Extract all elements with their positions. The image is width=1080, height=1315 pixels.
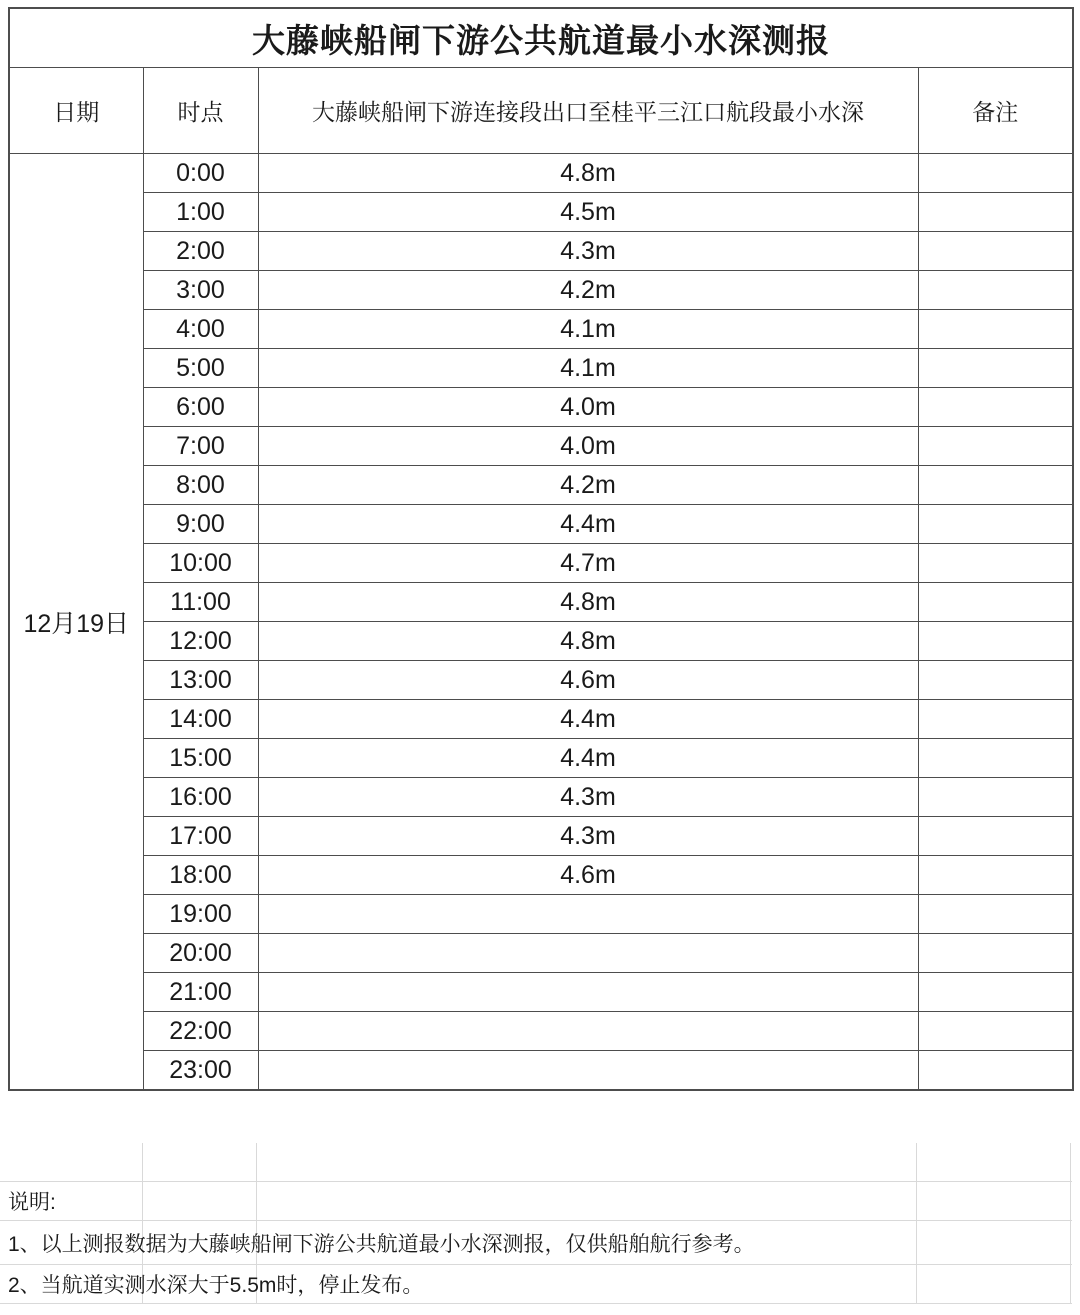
table-row: [9, 1051, 1073, 1091]
table-row: [9, 778, 1073, 817]
remark-cell: [918, 388, 1073, 427]
depth-cell: 4.2m: [258, 466, 918, 505]
note-item-2: 2、当航道实测水深大于5.5m时，停止发布。: [8, 1274, 424, 1297]
note-item-row: [0, 1221, 1072, 1265]
time-cell: 13:00: [143, 661, 258, 700]
col-header-remark: 备注: [918, 68, 1073, 154]
depth-cell: 4.2m: [258, 271, 918, 310]
notes-section: [0, 1143, 1072, 1304]
notes-label-row: [0, 1182, 1072, 1221]
time-cell: 11:00: [143, 583, 258, 622]
remark-cell: [918, 934, 1073, 973]
depth-cell: 4.4m: [258, 505, 918, 544]
remark-cell: [918, 154, 1073, 193]
depth-cell: 4.8m: [258, 154, 918, 193]
time-cell: 3:00: [143, 271, 258, 310]
depth-cell: 4.1m: [258, 310, 918, 349]
page-title: 大藤峡船闸下游公共航道最小水深测报: [9, 8, 1073, 68]
remark-cell: [918, 661, 1073, 700]
time-cell: 22:00: [143, 1012, 258, 1051]
depth-cell: 4.6m: [258, 661, 918, 700]
note-item-1: 1、以上测报数据为大藤峡船闸下游公共航道最小水深测报，仅供船舶航行参考。: [8, 1232, 755, 1256]
time-cell: 21:00: [143, 973, 258, 1012]
time-cell: 19:00: [143, 895, 258, 934]
table-row: [9, 1012, 1073, 1051]
depth-report-table: [8, 7, 1074, 1091]
time-cell: 18:00: [143, 856, 258, 895]
table-row: [9, 973, 1073, 1012]
col-header-time: 时点: [143, 68, 258, 154]
table-row: [9, 895, 1073, 934]
remark-cell: [918, 973, 1073, 1012]
time-cell: 7:00: [143, 427, 258, 466]
depth-cell: 4.0m: [258, 388, 918, 427]
table-row: [9, 856, 1073, 895]
depth-cell: [258, 973, 918, 1012]
time-cell: 9:00: [143, 505, 258, 544]
depth-cell: 4.8m: [258, 622, 918, 661]
table-row: [9, 193, 1073, 232]
remark-cell: [918, 271, 1073, 310]
remark-cell: [918, 817, 1073, 856]
table-row: [9, 700, 1073, 739]
col-header-depth: 大藤峡船闸下游连接段出口至桂平三江口航段最小水深: [258, 68, 918, 154]
time-cell: 5:00: [143, 349, 258, 388]
depth-cell: 4.1m: [258, 349, 918, 388]
depth-cell: [258, 1012, 918, 1051]
date-cell: 12月19日: [9, 154, 143, 1091]
remark-cell: [918, 700, 1073, 739]
depth-cell: 4.8m: [258, 583, 918, 622]
time-cell: 23:00: [143, 1051, 258, 1091]
table-row: [9, 583, 1073, 622]
time-cell: 1:00: [143, 193, 258, 232]
depth-cell: 4.4m: [258, 700, 918, 739]
time-cell: 20:00: [143, 934, 258, 973]
remark-cell: [918, 778, 1073, 817]
time-cell: 14:00: [143, 700, 258, 739]
time-cell: 4:00: [143, 310, 258, 349]
notes-label: 说明:: [8, 1191, 56, 1214]
table-row: [9, 661, 1073, 700]
depth-cell: 4.4m: [258, 739, 918, 778]
time-cell: 0:00: [143, 154, 258, 193]
depth-cell: 4.3m: [258, 817, 918, 856]
title-row: [9, 8, 1073, 68]
depth-cell: 4.3m: [258, 232, 918, 271]
depth-cell: 4.7m: [258, 544, 918, 583]
time-cell: 10:00: [143, 544, 258, 583]
remark-cell: [918, 739, 1073, 778]
table-row: [9, 154, 1073, 193]
time-cell: 2:00: [143, 232, 258, 271]
table-row: [9, 310, 1073, 349]
remark-cell: [918, 583, 1073, 622]
spacer-row: [0, 1143, 1072, 1182]
time-cell: 8:00: [143, 466, 258, 505]
table-row: [9, 622, 1073, 661]
table-row: [9, 349, 1073, 388]
table-row: [9, 739, 1073, 778]
table-row: [9, 466, 1073, 505]
time-cell: 17:00: [143, 817, 258, 856]
table-row: [9, 505, 1073, 544]
remark-cell: [918, 349, 1073, 388]
remark-cell: [918, 505, 1073, 544]
remark-cell: [918, 310, 1073, 349]
remark-cell: [918, 232, 1073, 271]
time-cell: 16:00: [143, 778, 258, 817]
table-row: [9, 934, 1073, 973]
table-row: [9, 232, 1073, 271]
remark-cell: [918, 1051, 1073, 1091]
remark-cell: [918, 895, 1073, 934]
depth-cell: [258, 1051, 918, 1091]
depth-cell: 4.5m: [258, 193, 918, 232]
remark-cell: [918, 193, 1073, 232]
remark-cell: [918, 622, 1073, 661]
depth-cell: [258, 934, 918, 973]
time-cell: 15:00: [143, 739, 258, 778]
table-row: [9, 271, 1073, 310]
table-row: [9, 388, 1073, 427]
table-row: [9, 427, 1073, 466]
remark-cell: [918, 1012, 1073, 1051]
remark-cell: [918, 856, 1073, 895]
remark-cell: [918, 466, 1073, 505]
time-cell: 6:00: [143, 388, 258, 427]
table-row: [9, 544, 1073, 583]
depth-cell: 4.6m: [258, 856, 918, 895]
depth-cell: [258, 895, 918, 934]
remark-cell: [918, 427, 1073, 466]
remark-cell: [918, 544, 1073, 583]
depth-cell: 4.3m: [258, 778, 918, 817]
col-header-date: 日期: [9, 68, 143, 154]
header-row: [9, 68, 1073, 154]
depth-cell: 4.0m: [258, 427, 918, 466]
time-cell: 12:00: [143, 622, 258, 661]
note-item-row: [0, 1265, 1072, 1304]
table-row: [9, 817, 1073, 856]
